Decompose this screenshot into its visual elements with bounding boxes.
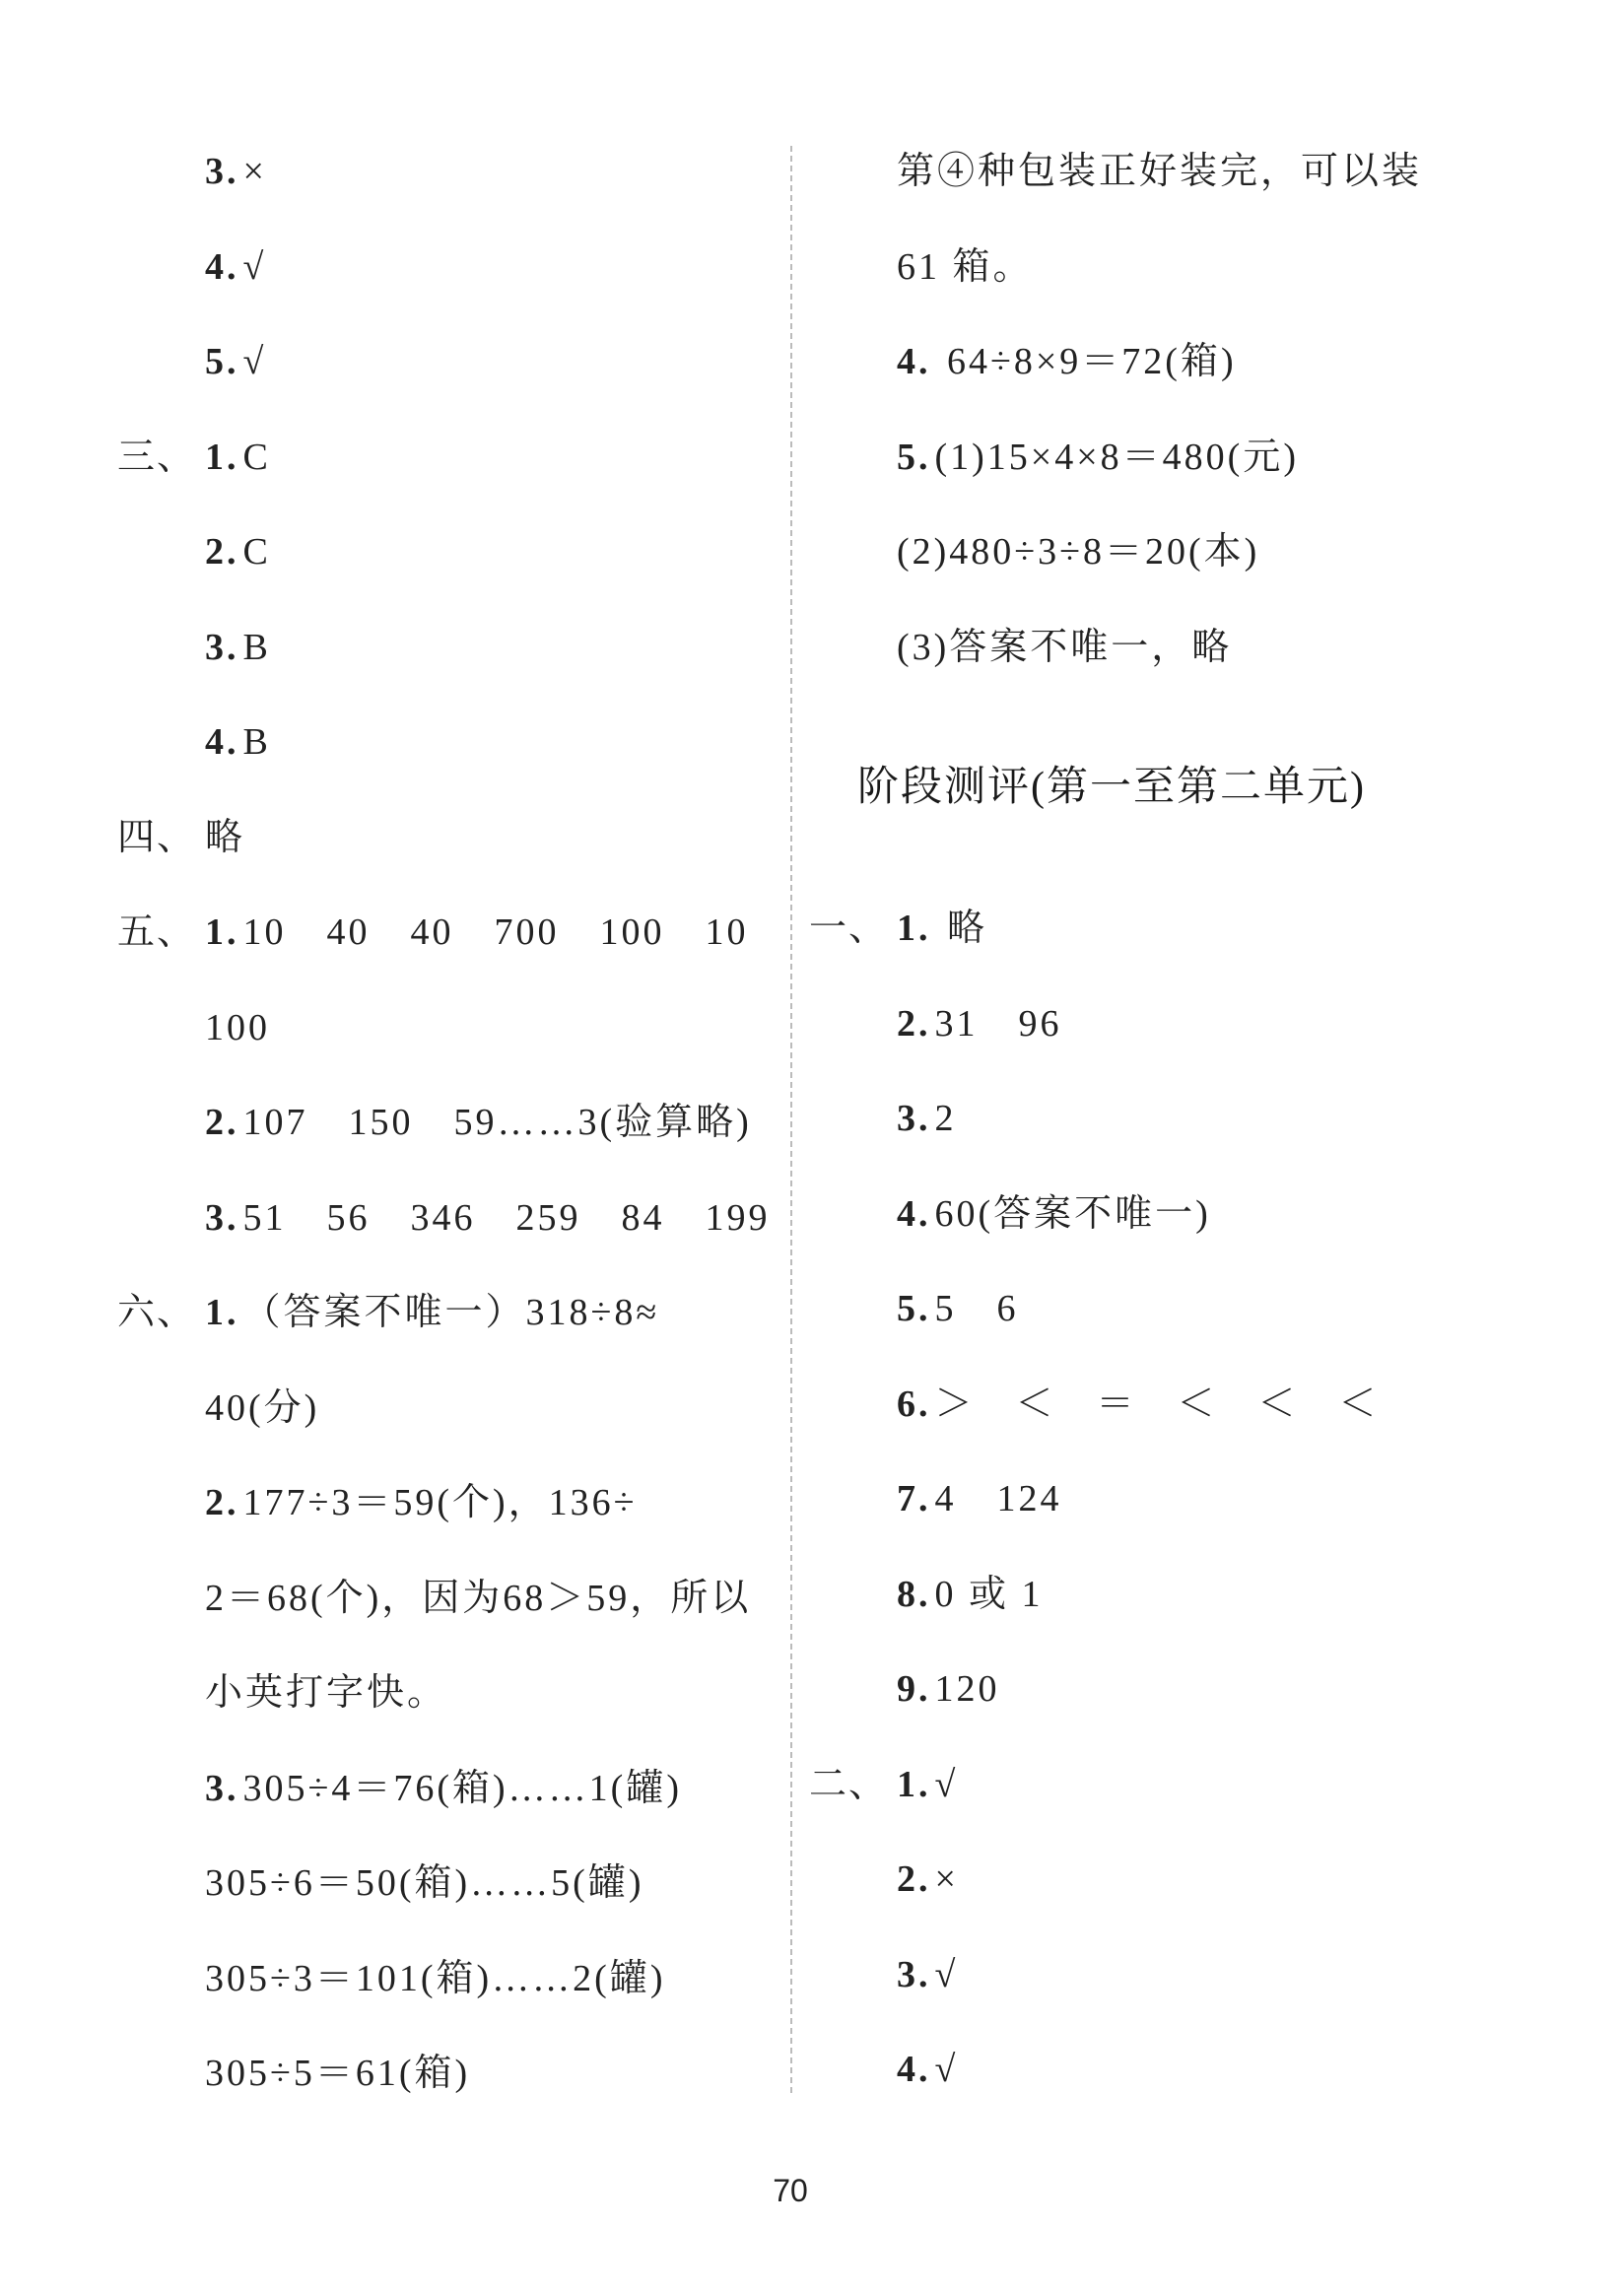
answer-line [205,1455,777,1551]
answer-text: 60(答案不唯一) [934,1192,1211,1235]
answer-line [117,1265,777,1361]
answer-text: C [242,436,271,478]
item-number: 3. [897,1953,931,1995]
answer-text: 略 [934,908,988,949]
answer-text: √ [934,2049,959,2090]
section-label: 五、 [117,911,197,953]
item-number: 2. [205,1102,239,1143]
answer-text: 小英打字快。 [205,1672,448,1714]
answer-line [205,1741,777,1837]
item-number: 1. [897,1763,931,1805]
answer-text: 0 或 1 [934,1573,1044,1615]
item-number: 4. [205,721,239,763]
answer-line [897,1261,1527,1357]
answer-line [897,505,1527,600]
answer-text: 2 [934,1098,957,1139]
column-divider [790,146,792,2093]
section-label: 一、 [809,908,889,949]
item-number: 4. [897,341,931,382]
answer-line [897,1547,1527,1643]
answer-line [897,1357,1527,1452]
section-label: 六、 [117,1292,197,1333]
answer-text: 第④种包装正好装完，可以装 [897,151,1423,192]
answer-line [897,1642,1527,1737]
answer-text: （答案不唯一）318÷8≈ [242,1292,660,1333]
answer-line [205,1931,777,2027]
answer-text: 略 [205,816,246,858]
item-number: 3. [205,626,239,668]
item-number: 8. [897,1573,931,1615]
answer-line [897,220,1527,315]
section-heading: 阶段测评(第一至第二单元) [857,765,1366,810]
item-number: 2. [205,1482,239,1523]
item-number: 6. [897,1383,931,1425]
item-number: 7. [897,1478,931,1519]
answer-text: 100 [205,1006,270,1048]
answer-line [117,410,777,506]
item-number: 9. [897,1668,931,1710]
answer-line [897,314,1527,410]
answer-line [205,1836,777,1931]
answer-text: 4 124 [934,1478,1062,1519]
item-number: 4. [897,1192,931,1235]
item-number: 2. [897,1858,931,1900]
answer-text: 305÷4＝76(箱)……1(罐) [242,1767,682,1809]
answer-text: B [242,721,271,763]
answer-text: 120 [934,1668,1000,1710]
item-number: 3. [205,151,239,192]
section-label: 三、 [117,436,197,478]
item-number: 2. [205,531,239,573]
answer-line [205,600,777,696]
answer-text: 40(分) [205,1386,320,1429]
answer-line [205,505,777,600]
item-number: 4. [205,245,239,288]
answer-text: 61 箱。 [897,245,1034,288]
section-label: 四、 [117,816,197,858]
answer-text: √ [242,245,267,288]
item-number: 2. [897,1002,931,1045]
answer-line [897,1832,1527,1927]
item-number: 3. [205,1767,239,1809]
answer-line [205,1646,777,1741]
item-number: 1. [205,911,239,953]
answer-line [117,790,777,886]
answer-line [897,1927,1527,2023]
answer-text: C [242,531,271,573]
answer-line [117,885,777,980]
answer-text: 2＝68(个)，因为68＞59，所以 [205,1577,752,1619]
answer-text: 51 56 346 259 84 199 [242,1196,771,1239]
item-number: 1. [205,436,239,478]
answer-text: 107 150 59……3(验算略) [242,1102,752,1143]
answer-text: 177÷3＝59(个)，136÷ [242,1482,638,1523]
item-number: 4. [897,2049,931,2090]
answer-text: 10 40 40 700 100 10 [242,911,749,953]
answer-text: (1)15×4×8＝480(元) [934,436,1299,478]
answer-line [205,1551,777,1647]
answer-text: 305÷3＝101(箱)……2(罐) [205,1957,666,1999]
answer-line [897,1167,1527,1262]
answer-line [205,980,777,1076]
answer-text: 31 96 [934,1002,1062,1045]
left-answer-column [117,124,777,2122]
answer-line [897,410,1527,506]
answer-line [205,1171,777,1266]
item-number: 1. [205,1292,239,1333]
page-number: 70 [773,2173,808,2208]
item-number: 3. [205,1196,239,1239]
answer-line [205,1075,777,1171]
section-label: 二、 [809,1763,889,1805]
answer-text: B [242,626,271,668]
answer-line [809,881,1527,977]
item-number: 3. [897,1098,931,1139]
answer-text: × [934,1858,959,1900]
answer-line [897,977,1527,1072]
answer-line [205,2026,777,2122]
answer-text: ＞ ＜ ＝ ＜ ＜ ＜ [934,1383,1380,1425]
answer-line [897,1071,1527,1167]
answer-line [205,220,777,315]
answer-line [205,1361,777,1456]
answer-text: 305÷6＝50(箱)……5(罐) [205,1862,644,1904]
answer-text: √ [242,341,267,382]
answer-line [897,600,1527,696]
answer-line [205,124,777,220]
answer-line [897,124,1527,220]
item-number: 5. [205,341,239,382]
item-number: 5. [897,1288,931,1329]
answer-line [205,314,777,410]
answer-text: 305÷5＝61(箱) [205,2053,471,2094]
answer-text: (3)答案不唯一，略 [897,626,1233,668]
answer-text: 64÷8×9＝72(箱) [934,341,1237,382]
answer-text: 5 6 [934,1288,1019,1329]
answer-line [809,1737,1527,1833]
answer-text: √ [934,1953,959,1995]
answer-text: (2)480÷3÷8＝20(本) [897,531,1260,573]
answer-line [897,1451,1527,1547]
answer-line [897,2022,1527,2118]
answer-line [205,695,777,790]
item-number: 5. [897,436,931,478]
answer-text: √ [934,1763,959,1805]
answer-text: × [242,151,267,192]
item-number: 1. [897,908,931,949]
right-answer-column [809,124,1527,2118]
